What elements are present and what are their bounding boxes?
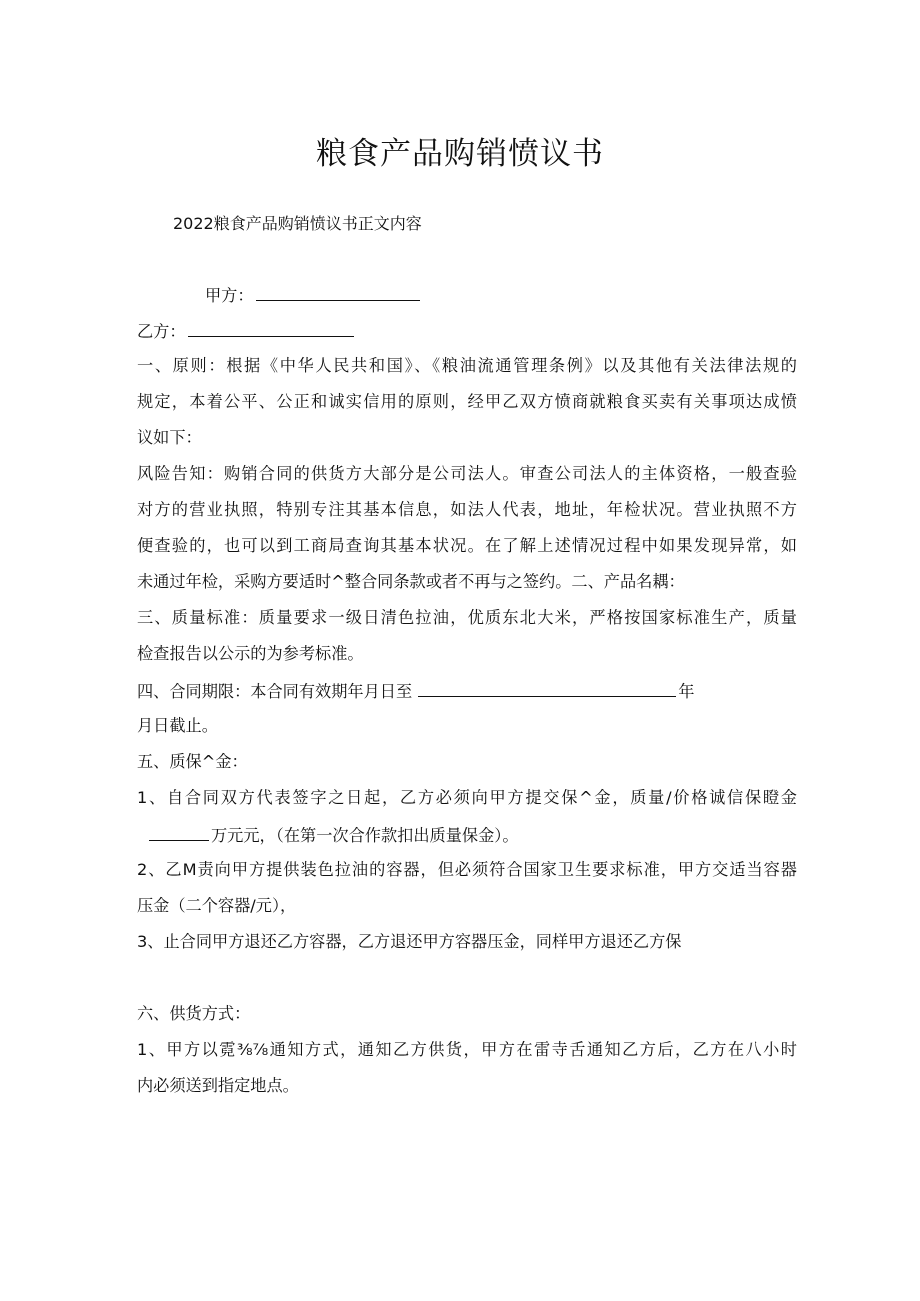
paragraph-line: 一、原则：根据《中华人民共和国》、《粮油流通管理条例》以及其他有关法律法规的	[137, 356, 797, 375]
deposit-amount-blank	[149, 824, 209, 841]
supply-heading: 六、供货方式：	[137, 1004, 251, 1023]
contract-term-prefix: 四、合同期限：本合同有效期年月日至	[137, 682, 413, 701]
contract-term-suffix: 年	[678, 682, 695, 701]
party-a-blank	[256, 284, 420, 301]
paragraph-line: 规定，本着公平、公正和诚实信用的原则，经甲乙双方愤商就粮食买卖有关事项达成愤	[137, 392, 797, 411]
deposit-item-2: 2、乙M责向甲方提供装色拉油的容器，但必须符合国家卫生要求标准，甲方交适当容器	[137, 860, 797, 879]
contract-term-end: 月日截止。	[137, 716, 218, 735]
deposit-heading: 五、质保^金：	[137, 752, 248, 771]
deposit-item-1-cont	[147, 824, 519, 846]
supply-item-1: 1、甲方以霓⅜⅞通知方式，通知乙方供货，甲方在雷寺舌通知乙方后，乙方在八小时	[137, 1040, 797, 1059]
document-subtitle: 2022粮食产品购销愤议书正文内容	[173, 214, 422, 233]
paragraph-line: 对方的营业执照，特别专注其基本信息，如法人代表，地址，年检状况。营业执照不方	[137, 500, 797, 519]
paragraph-line: 检查报告以公示的为参考标准。	[137, 644, 364, 663]
paragraph-line: 风险告知：购销合同的供货方大部分是公司法人。审查公司法人的主体资格，一般查验	[137, 464, 797, 483]
party-b-label: 乙方：	[137, 322, 186, 341]
paragraph-line: 议如下：	[137, 428, 202, 447]
party-a-line	[205, 284, 422, 306]
contract-term-line	[137, 680, 694, 702]
deposit-amount-text: 万元元，（在第一次合作款扣出质量保金）。	[211, 826, 519, 845]
supply-item-1-cont: 内必须送到指定地点。	[137, 1076, 299, 1095]
deposit-item-1: 1、自合同双方代表签字之日起，乙方必须向甲方提交保^金，质量/价格诚信保瞪金	[137, 788, 797, 807]
party-a-label: 甲方：	[205, 286, 254, 305]
paragraph-line: 未通过年检，采购方要适时^整合同条款或者不再与之签约。二、产品名耦：	[137, 572, 685, 591]
deposit-item-2-cont: 压金（二个容器/元），	[137, 896, 297, 915]
paragraph-line: 便查验的，也可以到工商局查询其基本状况。在了解上述情况过程中如果发现异常，如	[137, 536, 797, 555]
party-b-blank	[188, 320, 354, 337]
paragraph-line: 三、质量标准：质量要求一级日清色拉油，优质东北大米，严格按国家标准生产，质量	[137, 608, 797, 627]
document-title: 粮食产品购销愤议书	[316, 136, 604, 172]
deposit-item-3: 3、止合同甲方退还乙方容器，乙方退还甲方容器压金，同样甲方退还乙方保	[137, 932, 682, 951]
contract-term-blank	[418, 680, 676, 697]
party-b-line	[137, 320, 356, 342]
